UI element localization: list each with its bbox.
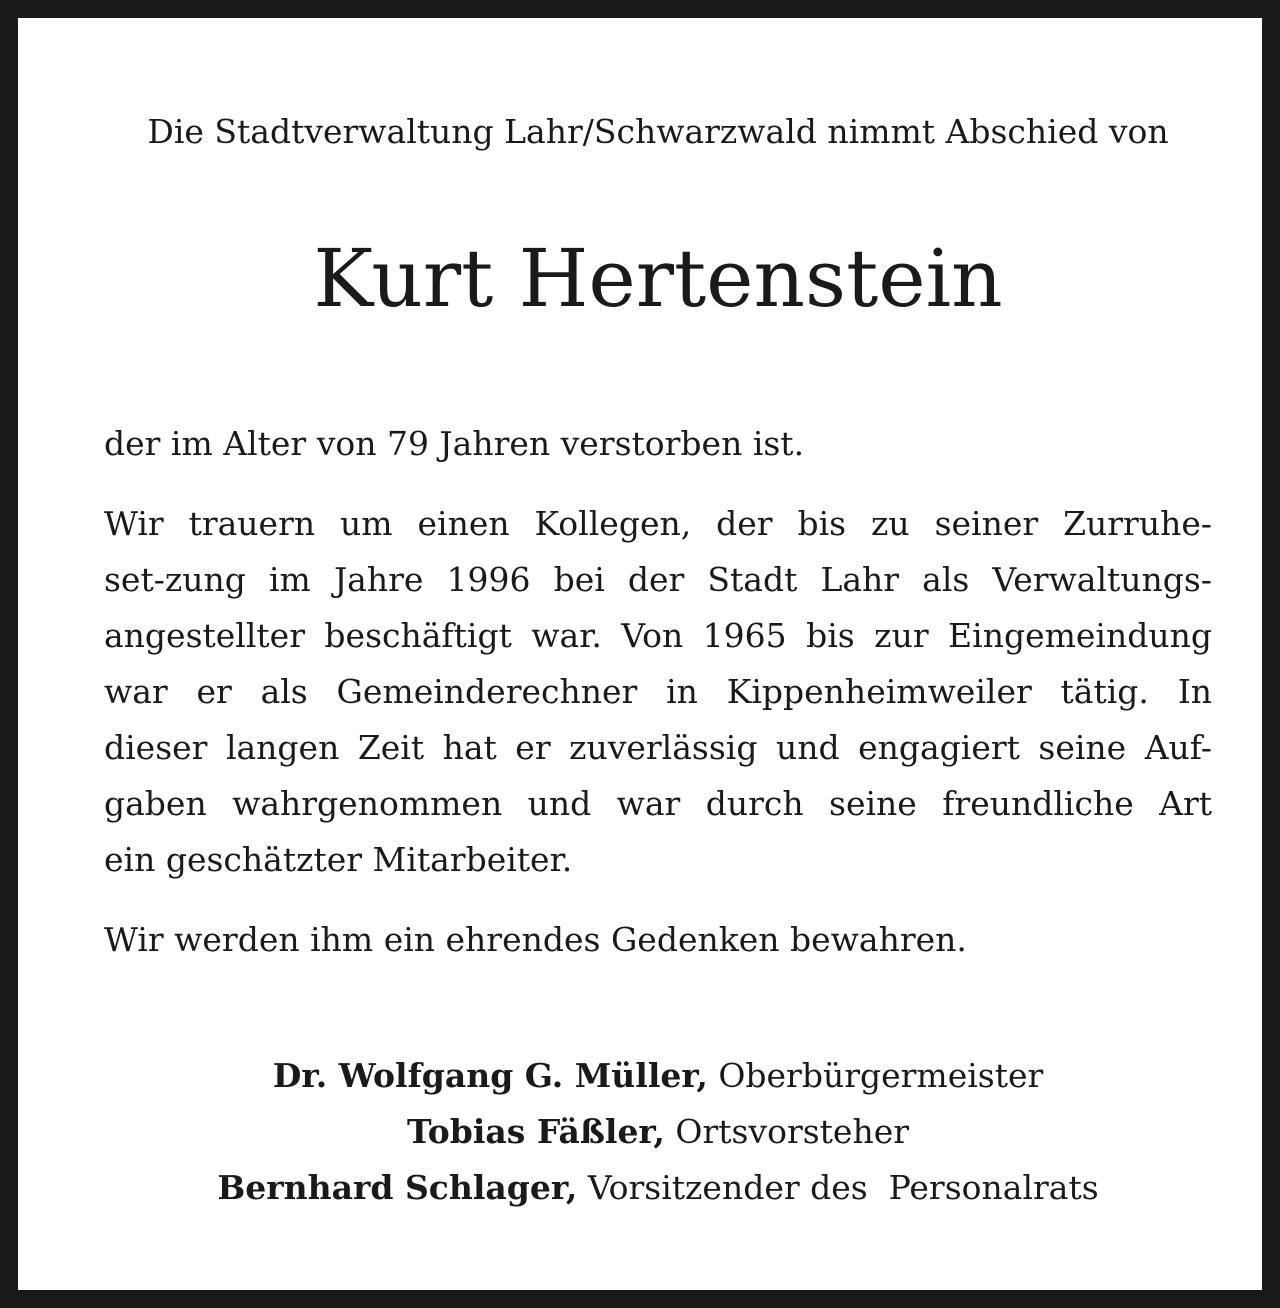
body-line: set-zung im Jahre 1996 bei der Stadt Lahr als Verwaltungs- [104, 560, 1212, 599]
signer-staff-council [104, 1160, 1212, 1216]
body-line: ein geschätzter Mitarbeiter. [104, 840, 573, 879]
closing-line: Wir werden ihm ein ehrendes Gedenken bewahren. [104, 920, 967, 959]
deceased-name: Kurt Hertenstein [313, 232, 1003, 325]
body-line: angestellter beschäftigt war. Von 1965 bis zur Eingemeindung [104, 616, 1212, 655]
signer-name: Bernhard Schlager, [217, 1168, 578, 1207]
intro-line: Die Stadtverwaltung Lahr/Schwarzwald nimmt Abschied von [147, 112, 1169, 151]
body-line: Wir trauern um einen Kollegen, der bis zu seiner Zurruhe- [104, 504, 1212, 543]
signer-local-chief [104, 1104, 1212, 1160]
body-line: gaben wahrgenommen und war durch seine freundliche Art [104, 784, 1212, 823]
age-line: der im Alter von 79 Jahren verstorben ist. [104, 424, 805, 463]
signer-name: Dr. Wolfgang G. Müller, [272, 1056, 708, 1095]
signer-mayor [104, 1048, 1212, 1104]
body-line: dieser langen Zeit hat er zuverlässig und engagiert seine Auf- [104, 728, 1212, 767]
signer-role: Oberbürgermeister [707, 1056, 1044, 1095]
signer-role: Vorsitzender des Personalrats [577, 1168, 1099, 1207]
signer-name: Tobias Fäßler, [406, 1112, 665, 1151]
signers-list [104, 1048, 1212, 1216]
signer-role: Ortsvorsteher [664, 1112, 910, 1151]
body-paragraph [104, 496, 1212, 888]
body-line: war er als Gemeinderechner in Kippenheimweiler tätig. In [104, 672, 1212, 711]
